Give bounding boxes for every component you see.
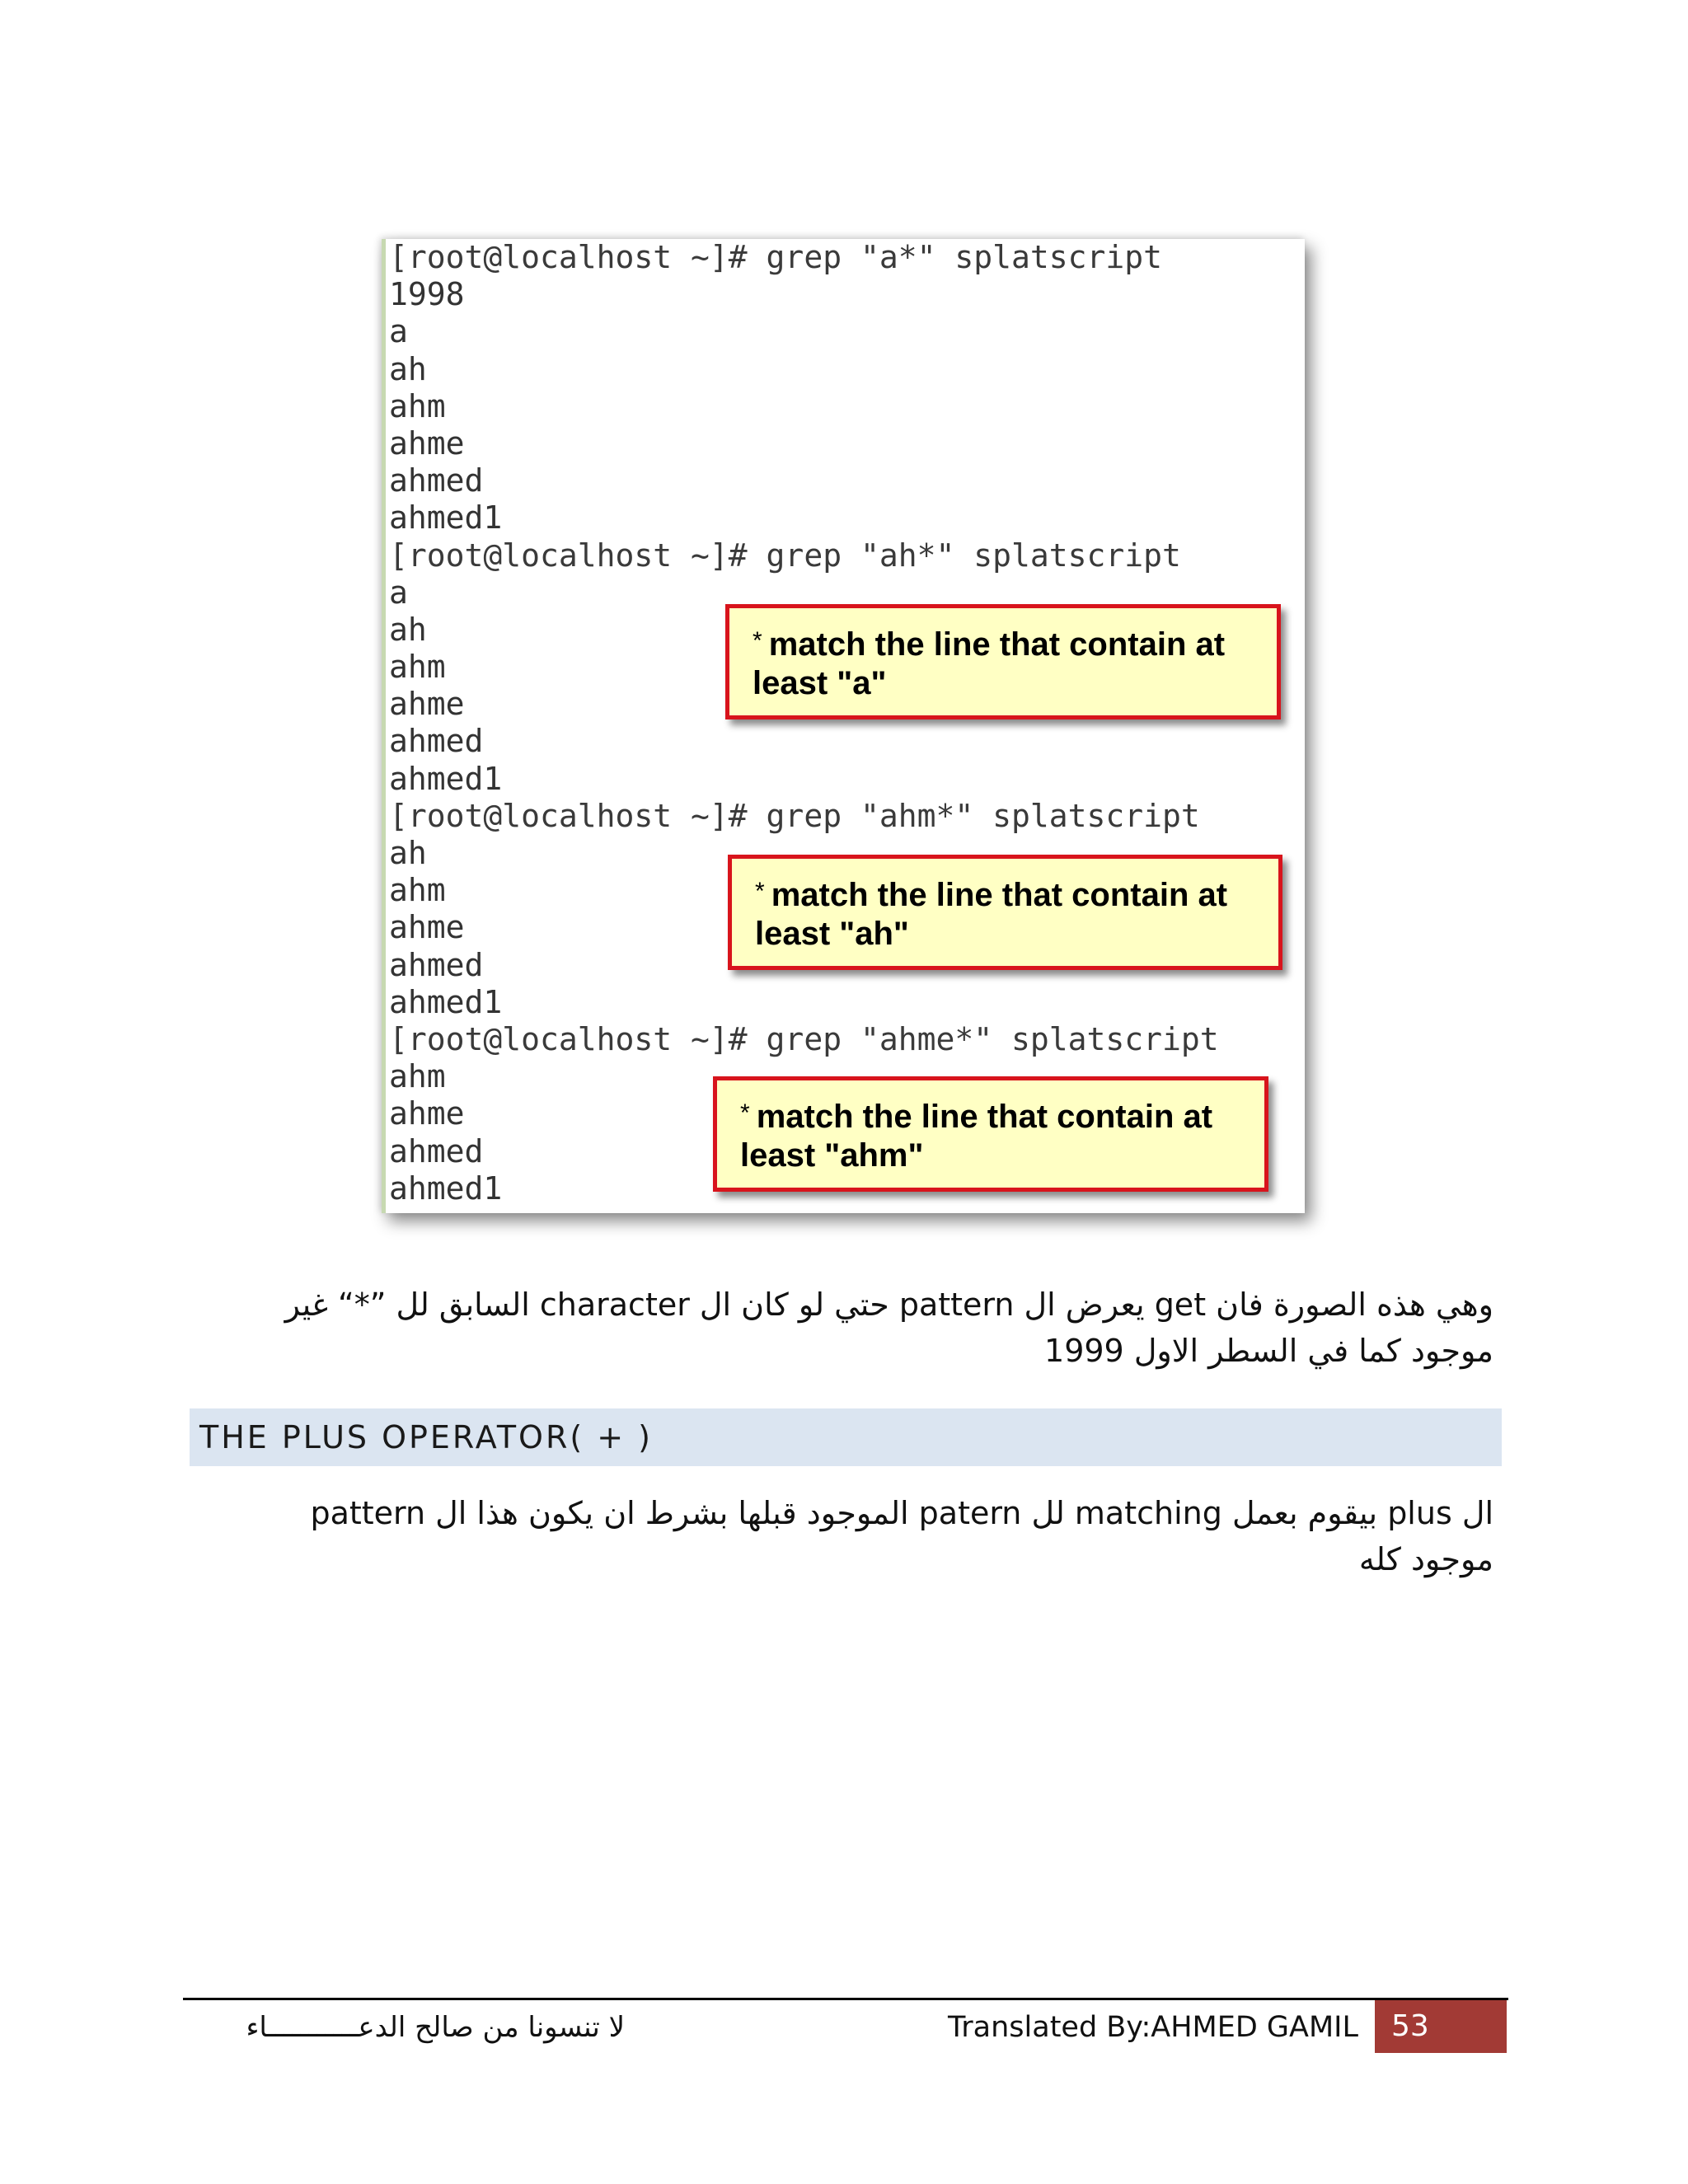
plus-operator-paragraph: ال plus بيقوم بعمل matching لل patern الموجود قبلها بشرط ان يكون هذا ال pattern موجود كله: [310, 1495, 1493, 1577]
terminal-output-line: a: [389, 574, 408, 611]
terminal-output-line: ahmed: [389, 462, 484, 499]
callout-match-ahm: [713, 1076, 1268, 1192]
terminal-command-line: [root@localhost ~]# grep "ahme*" splatscript: [389, 1020, 1219, 1057]
terminal-output-line: ahmed1: [389, 983, 503, 1020]
terminal-output: [389, 239, 1219, 1207]
footer-dua-text: لا تنسونا من صالح الدعـــــــــــاء: [246, 2011, 625, 2044]
callout-line-2: least "ah": [755, 916, 909, 952]
terminal-output-line: ahme: [389, 909, 465, 946]
callout-line-2: least "a": [753, 665, 887, 701]
section-heading: THE PLUS OPERATOR( + ): [190, 1408, 1502, 1466]
terminal-output-line: ahme: [389, 424, 465, 462]
terminal-command-line: [root@localhost ~]# grep "ah*" splatscript: [389, 537, 1181, 574]
terminal-output-line: ahmed1: [389, 499, 503, 537]
terminal-output-line: ahm: [389, 1058, 446, 1095]
callout-line-2: least "ahm": [740, 1137, 924, 1174]
terminal-screenshot: [382, 239, 1305, 1213]
terminal-output-line: a: [389, 313, 408, 350]
footer-credit: Translated By:AHMED GAMIL: [948, 2011, 1358, 2044]
terminal-output-line: ahmed: [389, 946, 484, 983]
terminal-output-line: ah: [389, 350, 427, 387]
callout-line-1: * match the line that contain at: [753, 626, 1226, 663]
callout-line-1: * match the line that contain at: [755, 877, 1228, 913]
terminal-output-line: ahm: [389, 387, 446, 424]
callout-match-a: [725, 604, 1281, 719]
callout-match-ah: [728, 855, 1282, 970]
terminal-output-line: ahm: [389, 649, 446, 686]
terminal-output-line: ahme: [389, 686, 465, 723]
terminal-output-line: ah: [389, 835, 427, 871]
terminal-output-line: ahm: [389, 872, 446, 909]
terminal-output-line: ahmed1: [389, 760, 503, 797]
terminal-output-line: ahmed: [389, 1132, 484, 1169]
terminal-command-line: [root@localhost ~]# grep "ahm*" splatscript: [389, 797, 1200, 834]
terminal-command-line: [root@localhost ~]# grep "a*" splatscript: [389, 239, 1162, 275]
terminal-output-line: ahmed: [389, 723, 484, 760]
terminal-output-line: ah: [389, 611, 427, 648]
callout-line-1: * match the line that contain at: [740, 1099, 1213, 1135]
terminal-output-line: ahme: [389, 1095, 465, 1132]
terminal-output-line: ahmed1: [389, 1169, 503, 1207]
footer-divider: [183, 1998, 1508, 2000]
asterisk-icon: *: [753, 627, 762, 654]
explanation-paragraph: وهي هذه الصورة فان get يعرض ال pattern حتي لو كان ال character السابق لل ”*“ غير موجود كما في السطر الاول 1999: [284, 1286, 1493, 1369]
asterisk-icon: *: [755, 878, 765, 905]
terminal-output-line: 1998: [389, 276, 465, 313]
page-number: 53: [1375, 2000, 1507, 2053]
asterisk-icon: *: [740, 1099, 750, 1127]
